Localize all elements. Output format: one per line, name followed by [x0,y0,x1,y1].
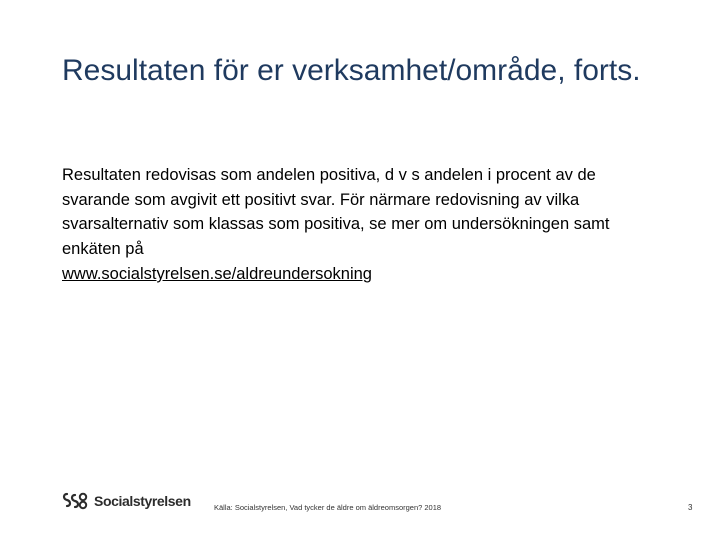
source-note: Källa: Socialstyrelsen, Vad tycker de äldre om äldreomsorgen? 2018 [214,503,442,512]
slide-title: Resultaten för er verksamhet/område, forts. [62,54,641,87]
body-text: Resultaten redovisas som andelen positiva, d v s andelen i procent av de svarande som avgivit ett positivt svar. För närmare redovisning av vilka svarsalternativ som klassas som positiva, se mer om undersökningen samt enkäten på [62,166,610,258]
page-number: 3 [688,503,693,512]
survey-link[interactable]: www.socialstyrelsen.se/aldreundersokning [62,265,372,283]
socialstyrelsen-logo [62,488,191,514]
socialstyrelsen-logo-icon [62,489,92,513]
logo-text: Socialstyrelsen [94,493,191,509]
